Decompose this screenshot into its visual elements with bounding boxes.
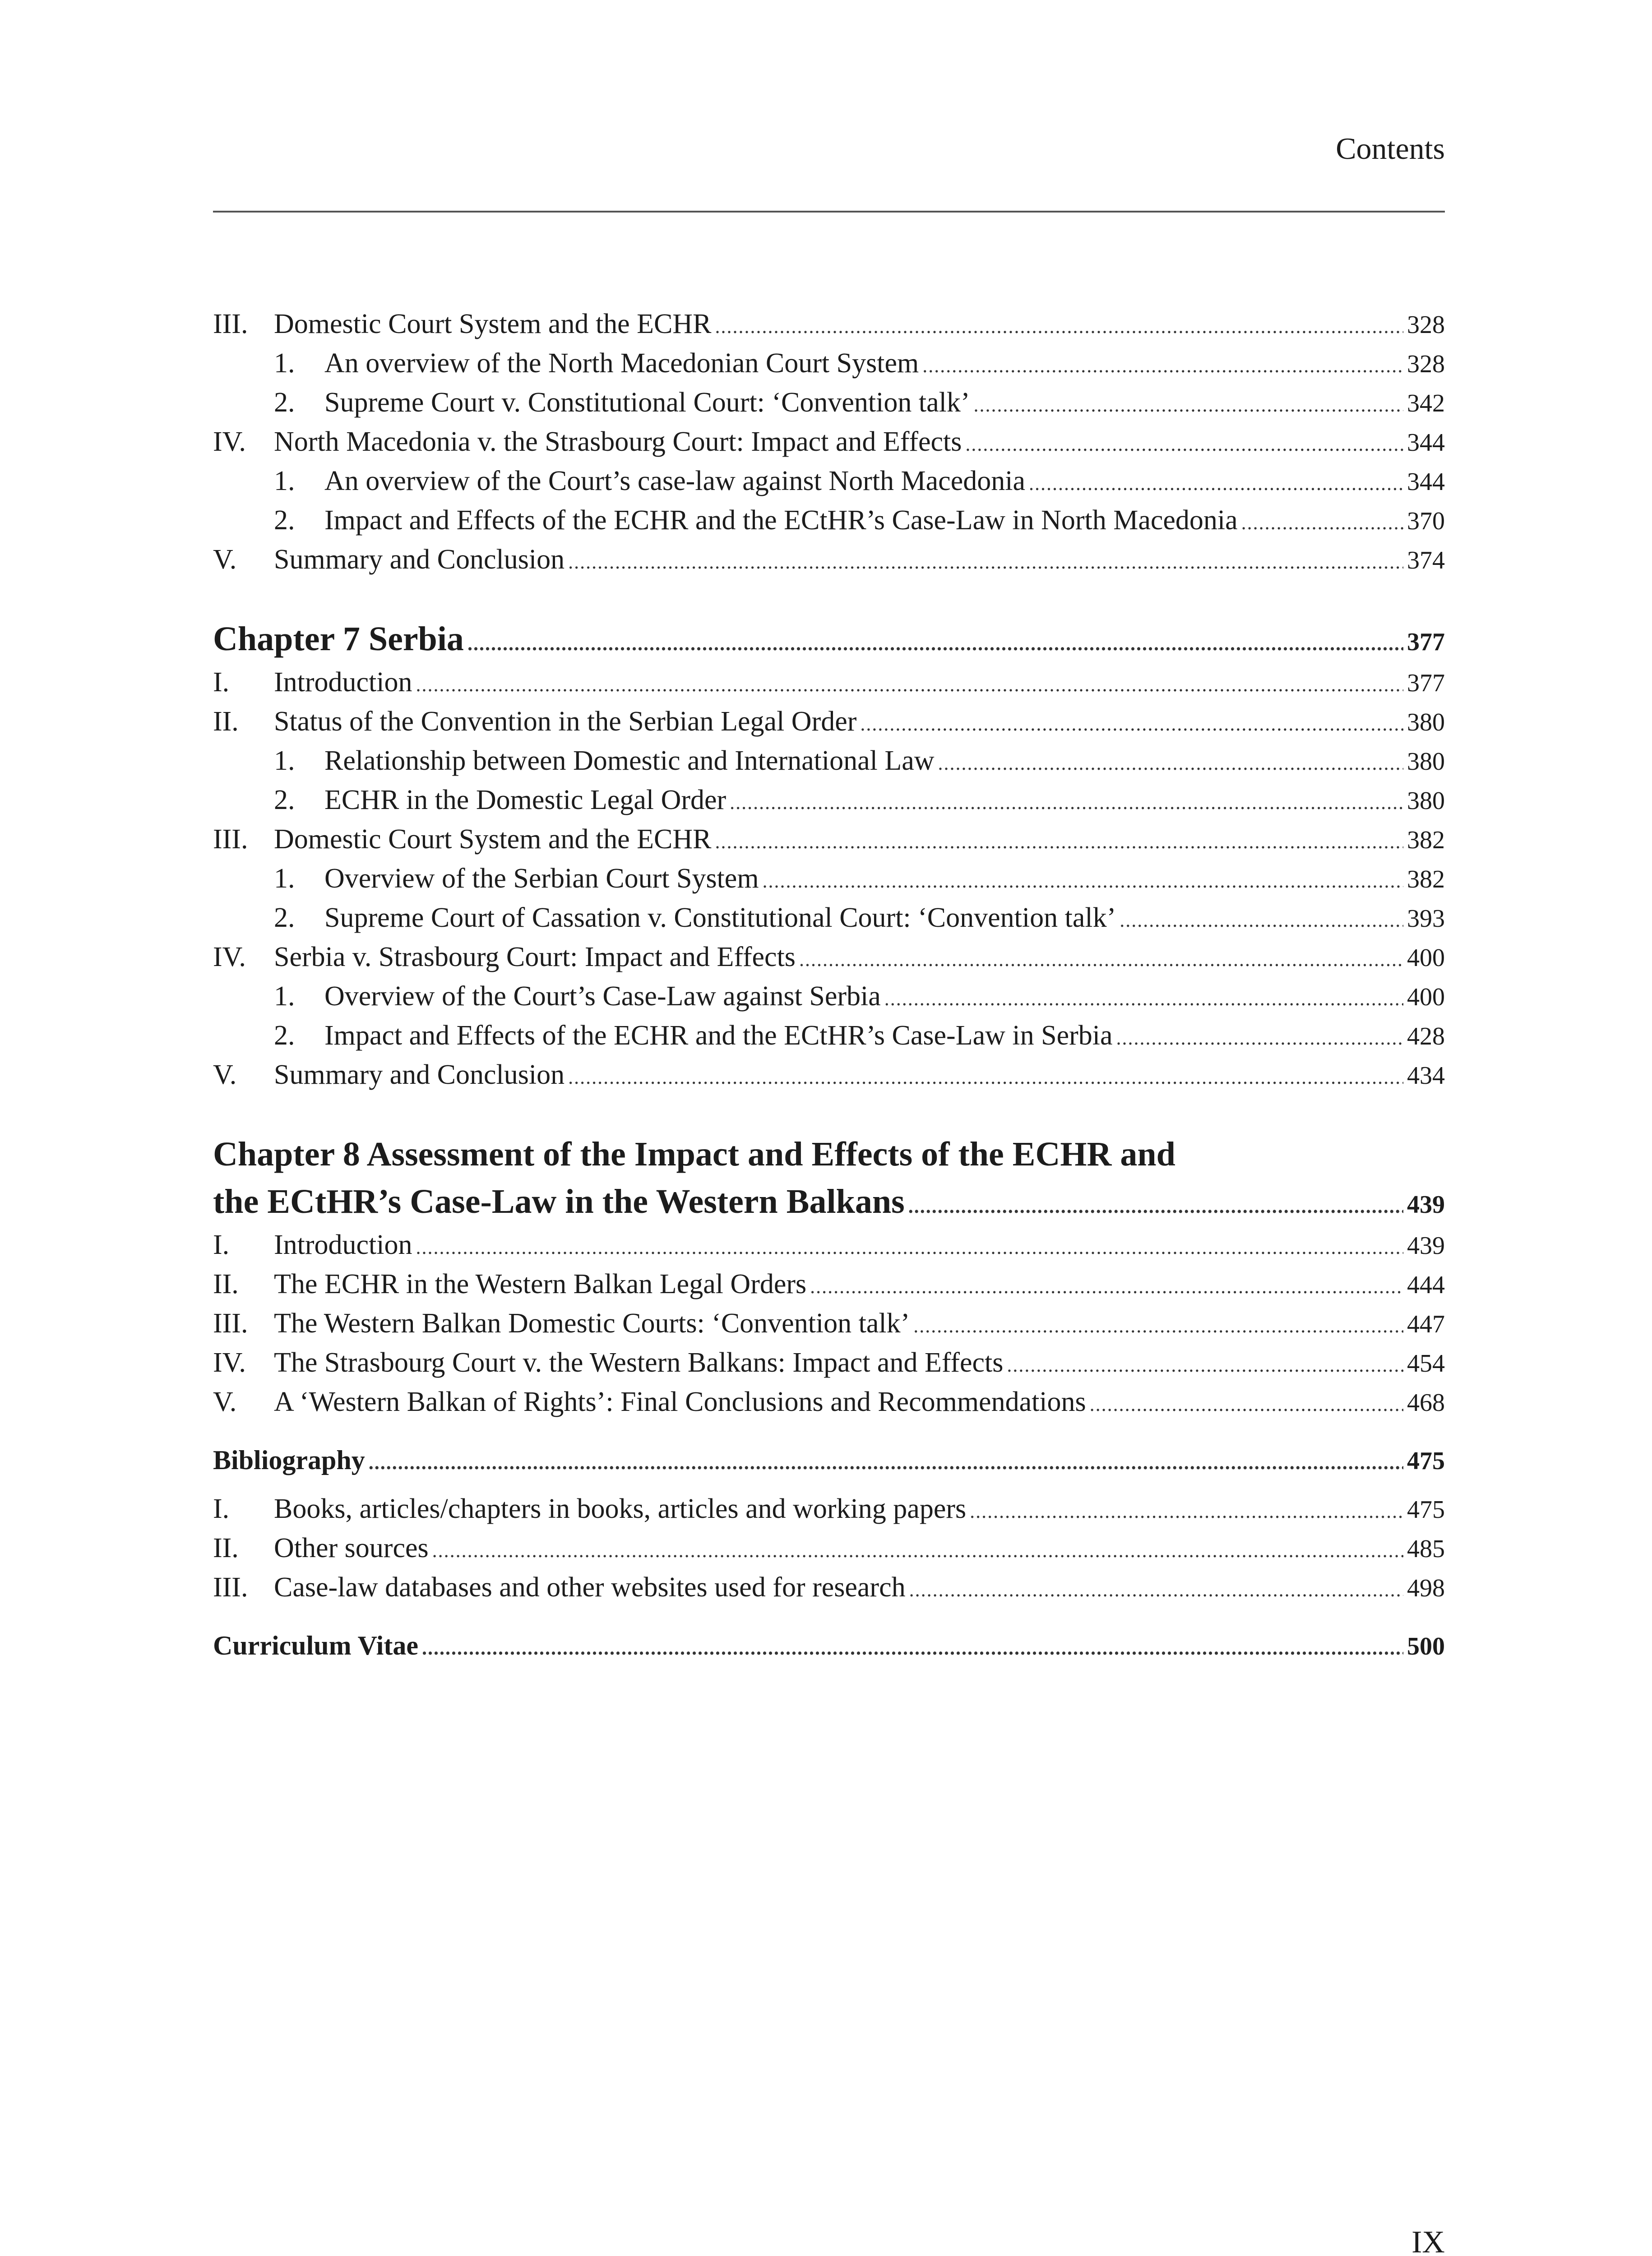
- toc-entry-label: Supreme Court of Cassation v. Constitutional Court: ‘Convention talk’: [324, 902, 1116, 933]
- toc-entry-number: IV.: [213, 942, 246, 972]
- chapter-title-line-1[interactable]: Chapter 8 Assessment of the Impact and Effects of the ECHR and: [213, 1135, 1175, 1173]
- curriculum-vitae-heading[interactable]: [213, 1625, 1445, 1666]
- toc-entry-number: 2.: [274, 902, 295, 933]
- toc-entry-page: 370: [1407, 507, 1445, 535]
- toc-subentry[interactable]: [213, 741, 1445, 781]
- toc-entry-page: 428: [1407, 1022, 1445, 1050]
- chapter-page: 439: [1407, 1191, 1445, 1219]
- chapter-title-line-2: the ECtHR’s Case-Law in the Western Balkans: [213, 1183, 905, 1220]
- toc-leader: [568, 542, 1403, 582]
- toc-entry-page: 475: [1407, 1496, 1445, 1524]
- toc-leader: [1029, 464, 1403, 503]
- toc-entry-number: IV.: [213, 426, 246, 457]
- toc-subentry[interactable]: [213, 1016, 1445, 1055]
- toc-entry-number: 2.: [274, 1020, 295, 1051]
- toc-entry-number: 2.: [274, 505, 295, 536]
- toc-leader: [1007, 1345, 1403, 1385]
- toc-entry-number: V.: [213, 544, 237, 575]
- toc-entry-label: Books, articles/chapters in books, articles and working papers: [274, 1493, 967, 1524]
- toc-leader: [432, 1531, 1403, 1570]
- toc-entry-label: The ECHR in the Western Balkan Legal Orders: [274, 1269, 807, 1299]
- toc-entry-page: 434: [1407, 1062, 1445, 1090]
- toc-leader: [860, 704, 1403, 744]
- toc-entry-number: III.: [213, 824, 248, 855]
- toc-entry-label: An overview of the Court’s case-law against North Macedonia: [324, 466, 1025, 496]
- toc-leader: [913, 1306, 1403, 1345]
- toc-entry[interactable]: [213, 1055, 1445, 1095]
- toc-entry-label: Other sources: [274, 1533, 429, 1563]
- toc-entry-page: 377: [1407, 669, 1445, 697]
- toc-entry-page: 328: [1407, 350, 1445, 378]
- running-header: Contents: [1336, 131, 1445, 166]
- toc-entry-label: Introduction: [274, 667, 412, 698]
- toc-entry-label: Domestic Court System and the ECHR: [274, 824, 712, 855]
- toc-entry-label: Domestic Court System and the ECHR: [274, 309, 712, 339]
- toc-block-continued: [213, 305, 1445, 579]
- toc-entry[interactable]: [213, 1382, 1445, 1422]
- toc-entry-label: Supreme Court v. Constitutional Court: ‘Convention talk’: [324, 387, 970, 418]
- toc-leader: [1116, 1018, 1403, 1058]
- toc-entry-number: III.: [213, 309, 248, 339]
- toc-entry-label: Introduction: [274, 1230, 412, 1260]
- toc-entry-label: Summary and Conclusion: [274, 1059, 565, 1090]
- toc-leader: [568, 1058, 1403, 1097]
- toc-entry-page: 468: [1407, 1389, 1445, 1417]
- bibliography-title: Bibliography: [213, 1445, 365, 1475]
- toc-entry-label: Impact and Effects of the ECHR and the ECtHR’s Case-Law in Serbia: [324, 1020, 1113, 1051]
- toc-entry-label: Impact and Effects of the ECHR and the ECtHR’s Case-Law in North Macedonia: [324, 505, 1238, 536]
- toc-entry-label: Relationship between Domestic and International Law: [324, 745, 935, 776]
- toc-leader: [909, 1570, 1403, 1609]
- bibliography-heading[interactable]: [213, 1440, 1445, 1480]
- toc-entry-number: 1.: [274, 981, 295, 1012]
- toc-leader: [715, 822, 1403, 861]
- toc-subentry[interactable]: [213, 898, 1445, 938]
- toc-entry-number: V.: [213, 1059, 237, 1090]
- chapter-page: 377: [1407, 628, 1445, 656]
- toc-entry-label: ECHR in the Domestic Legal Order: [324, 785, 727, 815]
- toc-entry-number: I.: [213, 1493, 230, 1524]
- toc-entry-page: 382: [1407, 865, 1445, 893]
- toc-leader: [970, 1492, 1403, 1531]
- toc-entry-number: 1.: [274, 348, 295, 379]
- bibliography-page: 475: [1407, 1447, 1445, 1475]
- toc-entry-page: 498: [1407, 1574, 1445, 1602]
- toc-leader: [799, 940, 1403, 979]
- page-number: IX: [1411, 2225, 1445, 2256]
- toc-entry-number: 1.: [274, 466, 295, 496]
- toc-entry-label: Overview of the Court’s Case-Law against Serbia: [324, 981, 881, 1012]
- toc-leader: [938, 744, 1403, 783]
- toc-entry-page: 328: [1407, 311, 1445, 339]
- toc-entry-number: 2.: [274, 785, 295, 815]
- chapter-heading[interactable]: [213, 615, 1445, 663]
- toc-entry-page: 344: [1407, 429, 1445, 457]
- toc-leader: [973, 385, 1403, 425]
- toc-entry[interactable]: [213, 820, 1445, 859]
- toc-entry-page: 374: [1407, 546, 1445, 574]
- toc-entry-label: North Macedonia v. the Strasbourg Court: Impact and Effects: [274, 426, 962, 457]
- toc-entry-number: I.: [213, 667, 230, 698]
- toc-entry-page: 444: [1407, 1271, 1445, 1299]
- toc-entry-page: 393: [1407, 905, 1445, 933]
- toc-bibliography: [213, 1440, 1445, 1607]
- table-of-contents: [213, 305, 1445, 1666]
- toc-entry-page: 485: [1407, 1535, 1445, 1563]
- toc-entry[interactable]: [213, 663, 1445, 702]
- toc-leader: [730, 783, 1403, 822]
- toc-subentry[interactable]: [213, 781, 1445, 820]
- toc-entry-page: 382: [1407, 826, 1445, 854]
- toc-leader: [422, 1628, 1403, 1669]
- toc-subentry[interactable]: [213, 383, 1445, 422]
- toc-entry[interactable]: [213, 1529, 1445, 1568]
- toc-entry[interactable]: [213, 1304, 1445, 1343]
- toc-entry-number: II.: [213, 1269, 239, 1299]
- toc-entry[interactable]: [213, 305, 1445, 344]
- toc-entry-label: Status of the Convention in the Serbian Legal Order: [274, 706, 857, 737]
- toc-entry-number: IV.: [213, 1347, 246, 1378]
- toc-leader: [908, 1183, 1403, 1230]
- toc-subentry[interactable]: [213, 859, 1445, 898]
- toc-leader: [763, 861, 1403, 901]
- toc-entry-number: I.: [213, 1230, 230, 1260]
- toc-entry-number: II.: [213, 706, 239, 737]
- toc-entry[interactable]: [213, 1568, 1445, 1607]
- header-rule: [213, 211, 1445, 213]
- toc-leader: [416, 1228, 1404, 1267]
- toc-leader: [715, 307, 1403, 346]
- toc-chapter-8: [213, 1131, 1445, 1422]
- toc-entry-number: II.: [213, 1533, 239, 1563]
- toc-entry-label: Summary and Conclusion: [274, 544, 565, 575]
- cv-page: 500: [1407, 1632, 1445, 1660]
- toc-leader: [416, 665, 1404, 704]
- toc-leader: [1241, 503, 1403, 542]
- toc-entry-number: III.: [213, 1308, 248, 1339]
- toc-entry[interactable]: [213, 702, 1445, 741]
- toc-subentry[interactable]: [213, 501, 1445, 540]
- toc-entry[interactable]: [213, 1343, 1445, 1382]
- toc-entry-number: 1.: [274, 863, 295, 894]
- toc-entry-label: Serbia v. Strasbourg Court: Impact and Effects: [274, 942, 796, 972]
- toc-entry-number: V.: [213, 1387, 237, 1417]
- toc-entry-label: A ‘Western Balkan of Rights’: Final Conclusions and Recommendations: [274, 1387, 1086, 1417]
- chapter-title: Chapter 7 Serbia: [213, 620, 464, 658]
- toc-entry-number: 1.: [274, 745, 295, 776]
- toc-entry-page: 400: [1407, 944, 1445, 972]
- toc-leader: [884, 979, 1403, 1018]
- toc-entry-page: 454: [1407, 1350, 1445, 1378]
- cv-title: Curriculum Vitae: [213, 1631, 418, 1660]
- toc-entry-page: 439: [1407, 1232, 1445, 1260]
- toc-entry[interactable]: [213, 1225, 1445, 1265]
- toc-entry-page: 447: [1407, 1310, 1445, 1338]
- toc-leader: [1090, 1385, 1403, 1424]
- chapter-heading[interactable]: [213, 1178, 1445, 1225]
- toc-subentry[interactable]: [213, 977, 1445, 1016]
- toc-entry-number: III.: [213, 1572, 248, 1603]
- toc-entry-page: 380: [1407, 748, 1445, 776]
- toc-entry[interactable]: [213, 1489, 1445, 1529]
- toc-entry-page: 342: [1407, 389, 1445, 417]
- toc-entry[interactable]: [213, 938, 1445, 977]
- toc-subentry[interactable]: [213, 462, 1445, 501]
- toc-leader: [467, 620, 1403, 667]
- toc-entry-number: 2.: [274, 387, 295, 418]
- toc-entry[interactable]: [213, 422, 1445, 462]
- toc-entry-page: 380: [1407, 787, 1445, 815]
- toc-leader: [810, 1267, 1403, 1306]
- toc-entry-page: 344: [1407, 468, 1445, 496]
- toc-entry-label: Overview of the Serbian Court System: [324, 863, 759, 894]
- toc-entry[interactable]: [213, 540, 1445, 579]
- toc-entry-label: Case-law databases and other websites used for research: [274, 1572, 906, 1603]
- toc-chapter-7: [213, 615, 1445, 1095]
- toc-leader: [965, 425, 1403, 464]
- toc-leader: [369, 1442, 1403, 1483]
- toc-entry-label: The Strasbourg Court v. the Western Balkans: Impact and Effects: [274, 1347, 1004, 1378]
- toc-entry-page: 400: [1407, 983, 1445, 1011]
- toc-leader: [1120, 901, 1403, 940]
- toc-entry-label: The Western Balkan Domestic Courts: ‘Convention talk’: [274, 1308, 910, 1339]
- toc-entry-page: 380: [1407, 708, 1445, 736]
- toc-entry[interactable]: [213, 1265, 1445, 1304]
- toc-entry-label: An overview of the North Macedonian Court System: [324, 348, 919, 379]
- toc-subentry[interactable]: [213, 344, 1445, 383]
- toc-leader: [922, 346, 1403, 385]
